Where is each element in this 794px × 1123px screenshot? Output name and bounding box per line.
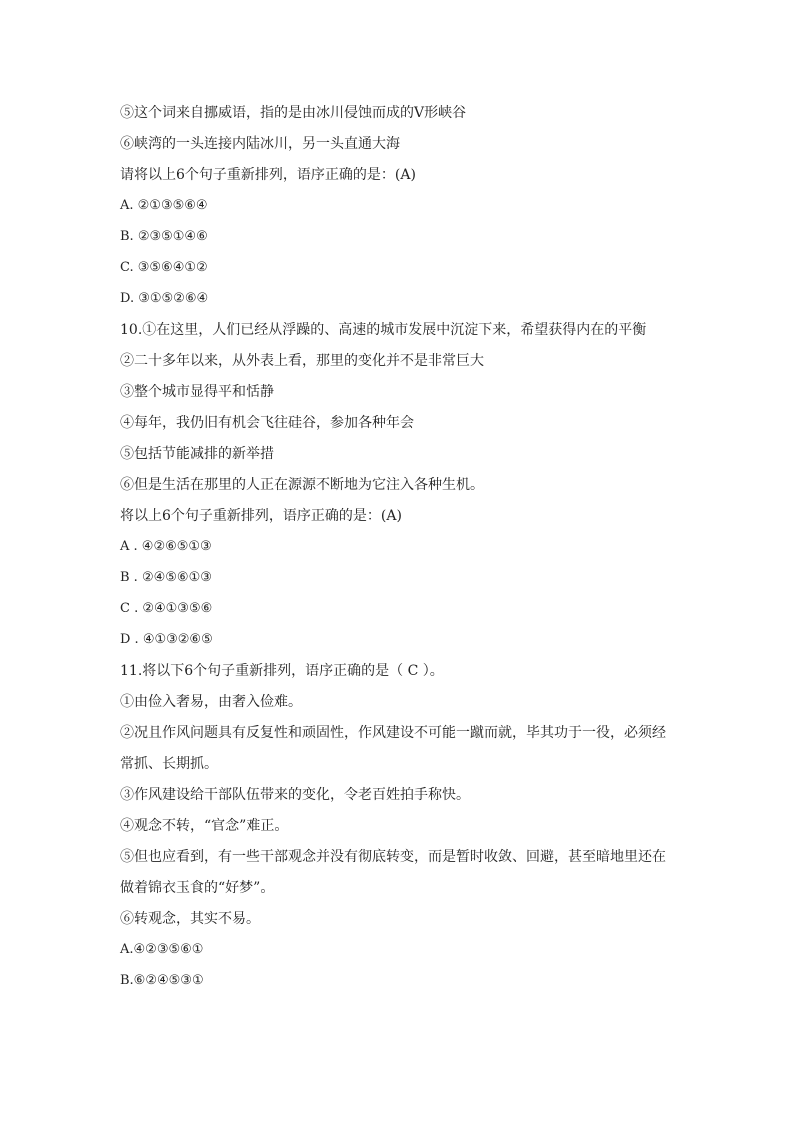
question-11-sentence-5-cont: 做着锦衣玉食的“好梦”。 <box>120 880 275 896</box>
question-11-sentence-2-cont: 常抓、长期抓。 <box>120 756 218 772</box>
question-11-prompt: 11.将以下6个句子重新排列，语序正确的是（ C ）。 <box>120 663 444 679</box>
question-10-sentence-6: ⑥但是生活在那里的人正在源源不断地为它注入各种生机。 <box>120 477 484 493</box>
question-11-option-a: A.④②③⑤⑥① <box>120 942 204 957</box>
question-10-prompt: 将以上6个句子重新排列，语序正确的是：(A) <box>120 508 402 524</box>
option-a: A. ②①③⑤⑥④ <box>120 198 208 213</box>
question-10-sentence-1: 10.①在这里，人们已经从浮躁的、高速的城市发展中沉淀下来，希望获得内在的平衡 <box>120 322 647 338</box>
question-10-option-d: D . ④①③②⑥⑤ <box>120 632 213 647</box>
question-10-option-c: C . ②④①③⑤⑥ <box>120 601 213 616</box>
question-10-sentence-4: ④每年，我仍旧有机会飞往硅谷，参加各种年会 <box>120 415 414 431</box>
question-11-sentence-5: ⑤但也应看到，有一些干部观念并没有彻底转变，而是暂时收敛、回避，甚至暗地里还在 <box>120 849 666 865</box>
question-11-sentence-4: ④观念不转，“官念”难正。 <box>120 818 289 834</box>
question-10-option-a: A . ④②⑥⑤①③ <box>120 539 212 554</box>
question-10-sentence-5: ⑤包括节能减排的新举措 <box>120 446 274 462</box>
option-b: B. ②③⑤①④⑥ <box>120 229 208 244</box>
question-11-sentence-6: ⑥转观念，其实不易。 <box>120 911 260 927</box>
question-11-sentence-2: ②况且作风问题具有反复性和顽固性，作风建设不可能一蹴而就，毕其功于一役，必须经 <box>120 725 666 741</box>
document-body <box>120 102 680 1001</box>
question-prompt: 请将以上6个句子重新排列，语序正确的是：(A) <box>120 167 416 183</box>
question-10-sentence-2: ②二十多年以来，从外表上看，那里的变化并不是非常巨大 <box>120 353 484 369</box>
sentence-6: ⑥峡湾的一头连接内陆冰川，另一头直通大海 <box>120 136 400 152</box>
sentence-5: ⑤这个词来自挪威语，指的是由冰川侵蚀而成的V形峡谷 <box>120 105 467 121</box>
question-11-sentence-1: ①由俭入奢易，由奢入俭难。 <box>120 694 302 710</box>
option-c: C. ③⑤⑥④①② <box>120 260 208 275</box>
option-d: D. ③①⑤②⑥④ <box>120 291 209 306</box>
question-10-option-b: B . ②④⑤⑥①③ <box>120 570 212 585</box>
question-10-sentence-3: ③整个城市显得平和恬静 <box>120 384 274 400</box>
question-11-option-b: B.⑥②④⑤③① <box>120 973 204 988</box>
question-11-sentence-3: ③作风建设给干部队伍带来的变化，令老百姓拍手称快。 <box>120 787 470 803</box>
